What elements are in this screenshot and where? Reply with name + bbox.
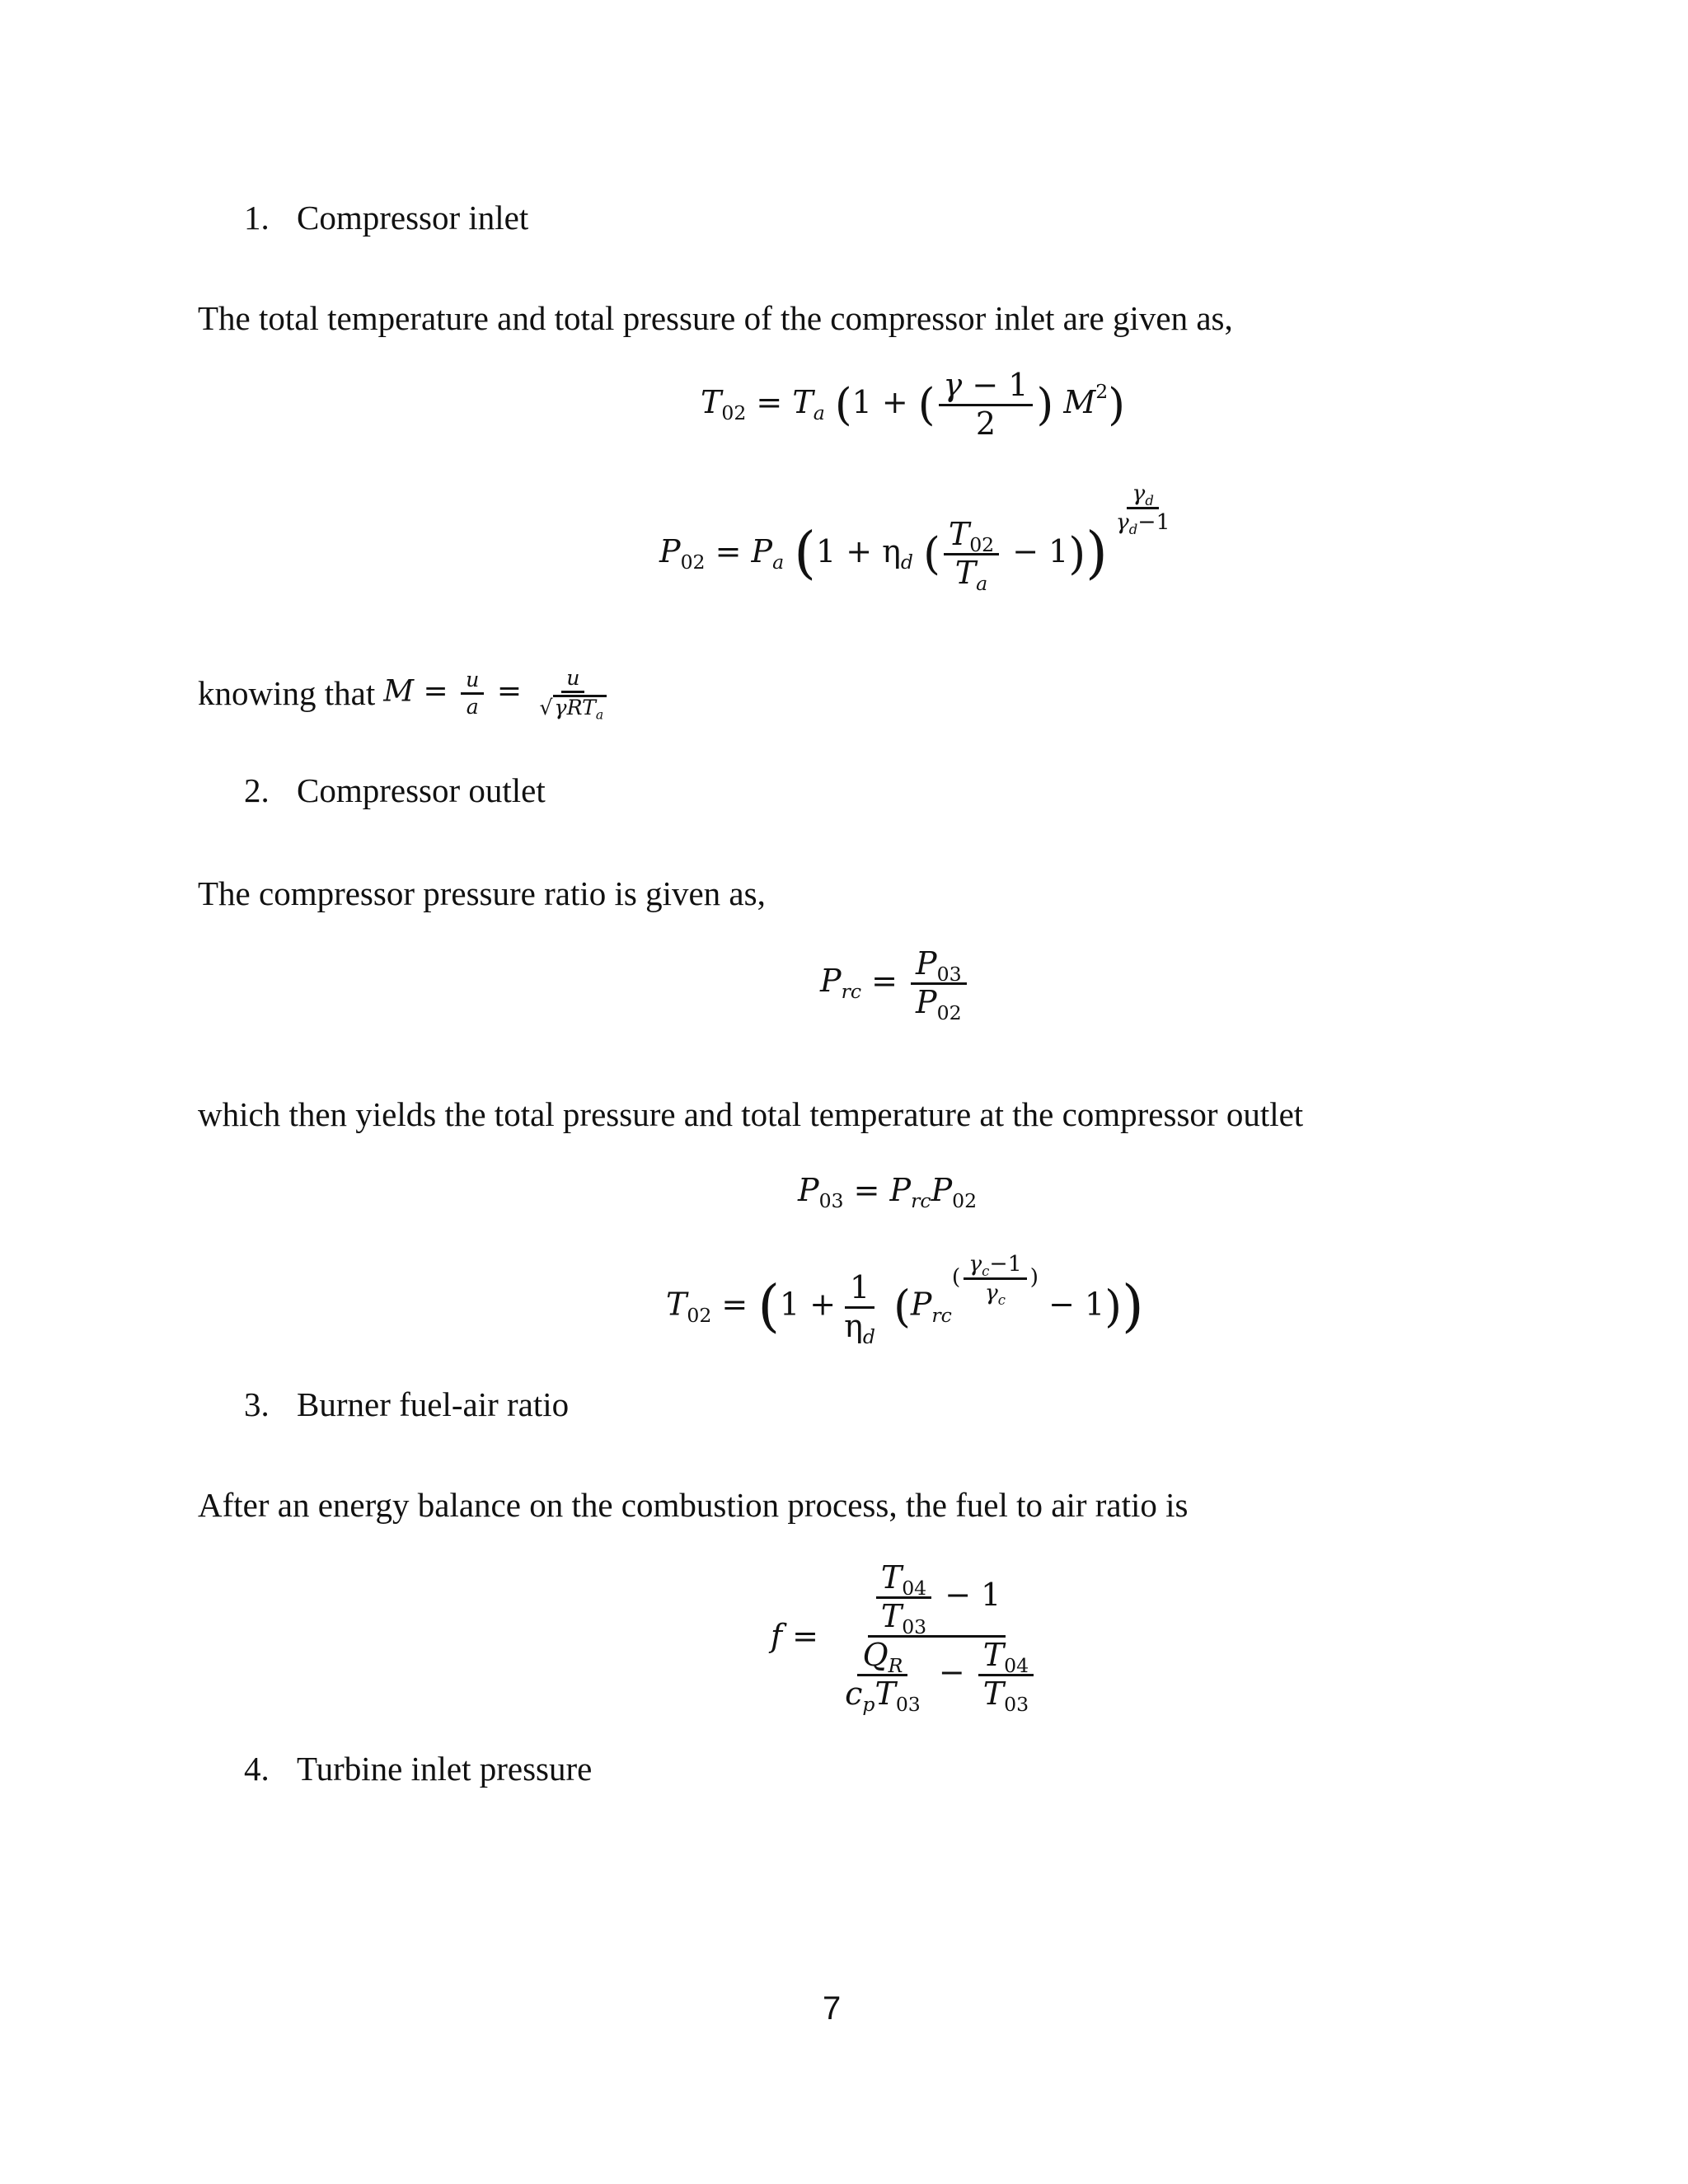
- section-heading-compressor-outlet: [244, 771, 546, 810]
- section-heading-compressor-inlet: [244, 198, 528, 237]
- equation-t02-inlet: $T_{02} = T_a$ (1 + ( $\frac{\gamma - 1}{2}$ ) $M^2$): [701, 367, 1125, 442]
- section-heading-turbine-inlet: [244, 1749, 592, 1788]
- equation-mach: M = $\frac{u}{a}$ = $\frac{u}{√\gamma RT_a}$: [383, 668, 615, 719]
- heading-number: 1.: [244, 199, 270, 237]
- heading-text: Burner fuel-air ratio: [297, 1385, 570, 1423]
- paragraph-outlet-intro: which then yields the total pressure and total temperature at the compressor outlet: [198, 1095, 1304, 1133]
- equation-p03: $P_{03} = P_{rc}P_{02}$: [798, 1172, 978, 1213]
- equation-p02-inlet: $P_{02} = P_a$ ($1 + \eta_d$ ( $\frac{T_{02}}{T_a}$ − 1)) $^{\frac{\gamma_d}{\gamma_d-1}}$: [659, 480, 1170, 596]
- heading-text: Compressor outlet: [297, 771, 546, 809]
- equation-t02-outlet: $T_{02} = (1$ + $\frac{1}{\eta_d}$ $(P_{rc}^{( \frac{\gamma_c-1}{\gamma_c} )} - 1)$): [666, 1251, 1144, 1348]
- equation-pressure-ratio: $P_{rc}$ = $\frac{P_{03}}{P_{02}}$: [820, 948, 970, 1019]
- heading-number: 3.: [244, 1385, 270, 1423]
- heading-number: 4.: [244, 1750, 270, 1788]
- section-heading-burner: [244, 1385, 569, 1424]
- paragraph-inlet-intro: The total temperature and total pressure of the compressor inlet are given as,: [198, 299, 1233, 337]
- paragraph-burner-intro: After an energy balance on the combustion process, the fuel to air ratio is: [198, 1486, 1189, 1524]
- equation-fuel-air-ratio: f = $\frac{T_{04}}{T_{03}}$ − 1 $\frac{Q_R}{c_pT_{03}}$ − $\frac{T_{04}}{T_{03}}$: [771, 1562, 1045, 1711]
- heading-text: Turbine inlet pressure: [297, 1750, 593, 1788]
- heading-text: Compressor inlet: [297, 199, 529, 237]
- heading-number: 2.: [244, 771, 270, 809]
- page-number: 7: [823, 1990, 842, 2027]
- knowing-that-line: [198, 666, 615, 723]
- knowing-that-text: knowing that: [198, 674, 376, 713]
- paragraph-ratio-intro: The compressor pressure ratio is given as,: [198, 874, 766, 912]
